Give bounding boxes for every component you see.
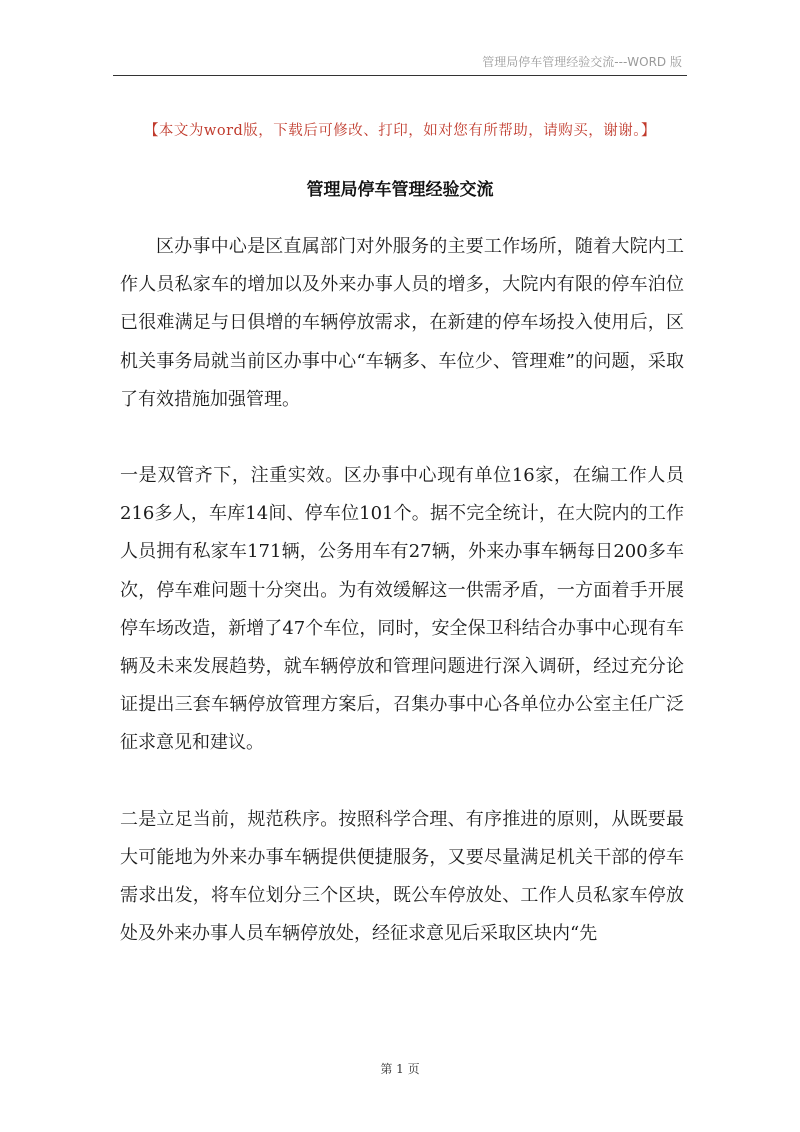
header-divider [113, 75, 687, 76]
paragraph-intro: 区办事中心是区直属部门对外服务的主要工作场所，随着大院内工作人员私家车的增加以及外来办事人员的增多，大院内有限的停车泊位已很难满足与日俱增的车辆停放需求，在新建的停车场投入使用后，区机关事务局就当前区办事中心“车辆多、车位少、管理难”的问题，采取了有效措施加强管理。 [120, 236, 684, 410]
running-header: 管理局停车管理经验交流---WORD 版 [482, 55, 682, 69]
document-body [120, 228, 684, 953]
page-number: 第 1 页 [380, 1062, 420, 1076]
paragraph-point-two: 二是立足当前，规范秩序。按照科学合理、有序推进的原则，从既要最大可能地为外来办事车辆提供便捷服务，又要尽量满足机关干部的停车需求出发，将车位划分三个区块，既公车停放处、工作人员私家车停放处及外来办事人员车辆停放处，经征求意见后采取区块内“先 [120, 808, 684, 945]
paragraph-gap [120, 419, 684, 457]
paragraph-gap [120, 763, 684, 801]
document-title: 管理局停车管理经验交流 [306, 180, 494, 200]
paragraph-point-one: 一是双管齐下，注重实效。区办事中心现有单位16家，在编工作人员216多人，车库14间、停车位101个。据不完全统计，在大院内的工作人员拥有私家车171辆，公务用车有27辆，外来办事车辆每日200多车次，停车难问题十分突出。为有效缓解这一供需矛盾，一方面着手开展停车场改造，新增了47个车位，同时，安全保卫科结合办事中心现有车辆及未来发展趋势，就车辆停放和管理问题进行深入调研，经过充分论证提出三套车辆停放管理方案后，召集办事中心各单位办公室主任广泛征求意见和建议。 [120, 465, 684, 754]
download-notice: 【本文为word版，下载后可修改、打印，如对您有所帮助，请购买，谢谢。】 [143, 123, 657, 139]
